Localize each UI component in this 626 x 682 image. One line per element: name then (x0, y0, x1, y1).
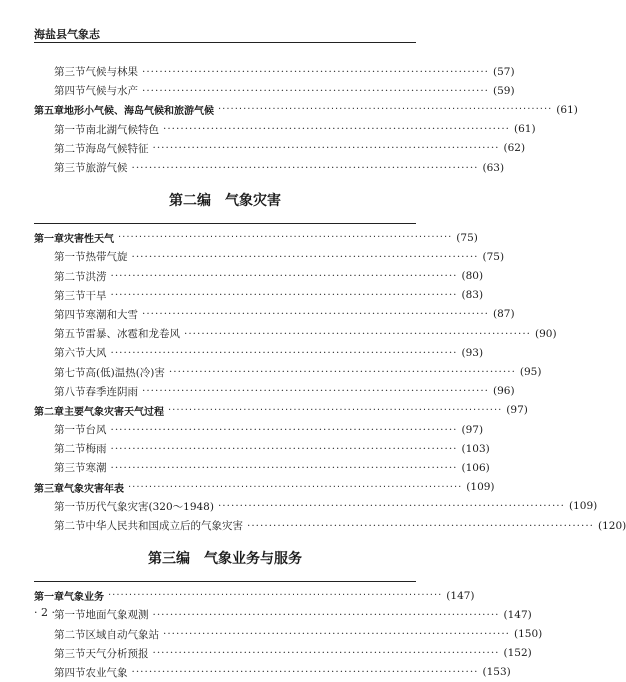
toc-entry-title: 灾害性天气 (64, 234, 114, 246)
toc-page-number: (96) (493, 385, 515, 398)
toc-entry-number: 第七节 (54, 366, 86, 379)
dot-leader: ················································································ (142, 385, 490, 398)
toc-section-row[interactable] (34, 324, 557, 343)
dot-leader: ················································································ (217, 500, 565, 513)
toc-section-row[interactable] (34, 343, 484, 362)
toc-entry-title: 主要气象灾害天气过程 (64, 406, 164, 418)
toc-entry-title: 区域自动气象站 (85, 628, 159, 641)
dot-leader: ················································································ (110, 270, 458, 283)
toc-page-number: (63) (482, 161, 505, 174)
part-title: 第二编 气象灾害 (169, 193, 281, 210)
part-title: 第三编 气象业务与服务 (148, 551, 302, 568)
toc-entry-number: 第三节 (54, 289, 86, 302)
toc-entry-number: 第三节 (54, 462, 86, 475)
toc-entry-title: 地面气象观测 (85, 609, 149, 622)
toc-page-number: (57) (493, 65, 515, 78)
dot-leader: ················································································ (110, 423, 458, 436)
toc-entry-title: 农业气象 (85, 666, 128, 679)
dot-leader: ················································································ (131, 250, 479, 263)
toc-page-number: (59) (493, 84, 515, 97)
toc-entry-title: 雷暴、冰雹和龙卷风 (85, 328, 180, 341)
toc-section-row[interactable] (34, 605, 532, 624)
toc-entry-number: 第一节 (54, 123, 86, 136)
toc-section-row[interactable] (34, 81, 515, 100)
toc-entry-title: 气候与水产 (85, 85, 138, 98)
toc-page-number: (109) (466, 481, 495, 494)
dot-leader: ················································································ (108, 590, 443, 602)
dot-leader: ················································································ (128, 481, 463, 493)
toc-entry-number: 第一章 (34, 234, 64, 246)
dot-leader: ················································································ (163, 123, 511, 136)
toc-page-number: (109) (568, 500, 598, 513)
toc-page-number: (75) (456, 231, 478, 244)
toc-section-row[interactable] (34, 158, 505, 177)
dot-leader: ················································································ (163, 628, 511, 641)
dot-leader: ················································································ (184, 327, 532, 340)
table-of-contents (34, 62, 626, 682)
toc-entry-title: 洪涝 (85, 270, 107, 283)
part-rule (34, 223, 416, 224)
toc-section-row[interactable] (34, 497, 598, 516)
toc-entry-title: 热带气旋 (85, 251, 128, 264)
toc-entry-number: 第二节 (54, 443, 86, 456)
toc-section-row[interactable] (34, 663, 511, 682)
dot-leader: ················································································ (152, 142, 500, 155)
toc-entry-number: 第四节 (54, 308, 86, 321)
toc-entry-title: 天气分析预报 (85, 647, 149, 660)
toc-page-number: (152) (503, 647, 532, 660)
toc-page-number: (120) (598, 519, 626, 532)
toc-section-row[interactable] (34, 458, 490, 477)
toc-entry-number: 第一节 (54, 251, 86, 264)
toc-entry-title: 寒潮和大雪 (85, 308, 138, 321)
toc-page-number: (147) (446, 589, 475, 602)
dot-leader: ················································································ (247, 519, 595, 532)
running-header: 海盐县气象志 (34, 28, 100, 41)
toc-section-row[interactable] (34, 286, 484, 305)
toc-page-number: (83) (461, 289, 484, 302)
toc-entry-number: 第二节 (54, 520, 86, 533)
toc-section-row[interactable] (34, 139, 526, 158)
toc-page-number: (61) (556, 103, 578, 116)
dot-leader: ················································································ (110, 442, 458, 455)
toc-page-number: (153) (482, 666, 511, 679)
toc-page-number: (93) (461, 346, 484, 359)
toc-section-row[interactable] (34, 120, 536, 139)
toc-page-number: (103) (461, 442, 490, 455)
toc-entry-number: 第二节 (54, 142, 86, 155)
toc-chapter-row[interactable] (34, 100, 578, 119)
toc-entry-number: 第三章 (34, 483, 64, 495)
toc-section-row[interactable] (34, 644, 532, 663)
toc-chapter-row[interactable] (34, 478, 495, 497)
toc-entry-number: 第五节 (54, 328, 86, 341)
toc-page-number: (62) (503, 142, 526, 155)
dot-leader: ················································································ (152, 608, 500, 621)
toc-entry-title: 南北湖气候特色 (85, 123, 159, 136)
toc-section-row[interactable] (34, 439, 490, 458)
toc-section-row[interactable] (34, 362, 542, 381)
toc-entry-number: 第二节 (54, 628, 86, 641)
dot-leader: ················································································ (142, 84, 490, 97)
toc-section-row[interactable] (34, 62, 515, 81)
toc-page-number: (61) (514, 123, 536, 136)
toc-section-row[interactable] (34, 247, 505, 266)
toc-entry-title: 寒潮 (85, 462, 107, 475)
toc-entry-number: 第八节 (54, 385, 86, 398)
toc-page-number: (90) (535, 327, 557, 340)
toc-page-number: (80) (461, 270, 484, 283)
part-rule (34, 581, 416, 582)
toc-entry-number: 第一节 (54, 424, 86, 437)
dot-leader: ················································································ (118, 232, 453, 244)
toc-entry-number: 第五章 (34, 106, 64, 118)
toc-entry-title: 大风 (85, 347, 107, 360)
toc-entry-title: 气候与林果 (85, 66, 138, 79)
toc-page-number: (106) (461, 461, 490, 474)
dot-leader: ················································································ (110, 346, 458, 359)
dot-leader: ················································································ (168, 404, 503, 416)
toc-entry-number: 第二节 (54, 270, 86, 283)
toc-section-row[interactable] (34, 625, 543, 644)
toc-chapter-row[interactable] (34, 228, 478, 247)
toc-entry-title: 旅游气候 (85, 162, 128, 175)
page-number: · 2 · (34, 606, 55, 619)
toc-entry-number: 第六节 (54, 347, 86, 360)
toc-section-row[interactable] (34, 267, 484, 286)
toc-entry-number: 第一节 (54, 500, 86, 513)
dot-leader: ················································································ (168, 366, 516, 379)
toc-page-number: (75) (482, 250, 505, 263)
toc-page-number: (150) (514, 628, 543, 641)
dot-leader: ················································································ (152, 647, 500, 660)
toc-entry-number: 第三节 (54, 66, 86, 79)
dot-leader: ················································································ (142, 308, 490, 321)
toc-page-number: (87) (493, 308, 515, 321)
toc-entry-title: 历代气象灾害(320～1948) (85, 500, 214, 513)
toc-entry-title: 梅雨 (85, 443, 107, 456)
toc-entry-title: 中华人民共和国成立后的气象灾害 (85, 520, 243, 533)
toc-chapter-row[interactable] (34, 401, 528, 420)
toc-entry-number: 第四节 (54, 666, 86, 679)
toc-entry-number: 第一章 (34, 592, 64, 604)
dot-leader: ················································································ (131, 666, 479, 679)
dot-leader: ················································································ (110, 289, 458, 302)
toc-section-row[interactable] (34, 516, 626, 535)
toc-entry-title: 气象业务 (64, 592, 104, 604)
toc-entry-number: 第二章 (34, 406, 64, 418)
toc-page-number: (147) (503, 608, 532, 621)
toc-entry-title: 高(低)温热(冷)害 (85, 366, 165, 379)
toc-section-row[interactable] (34, 420, 484, 439)
toc-entry-number: 第一节 (54, 609, 86, 622)
toc-page-number: (95) (519, 366, 542, 379)
dot-leader: ················································································ (142, 65, 490, 78)
toc-page-number: (97) (506, 404, 528, 417)
toc-entry-title: 气象灾害年表 (64, 483, 124, 495)
toc-entry-title: 干旱 (85, 289, 107, 302)
toc-page-number: (97) (461, 423, 484, 436)
toc-section-row[interactable] (34, 382, 515, 401)
dot-leader: ················································································ (218, 104, 553, 116)
dot-leader: ················································································ (110, 461, 458, 474)
toc-entry-title: 地形小气候、海岛气候和旅游气候 (64, 106, 214, 118)
toc-chapter-row[interactable] (34, 586, 475, 605)
toc-entry-title: 台风 (85, 424, 107, 437)
dot-leader: ················································································ (131, 161, 479, 174)
toc-section-row[interactable] (34, 305, 515, 324)
header-rule (34, 42, 416, 43)
toc-entry-number: 第三节 (54, 162, 86, 175)
toc-entry-number: 第三节 (54, 647, 86, 660)
toc-entry-number: 第四节 (54, 85, 86, 98)
toc-entry-title: 海岛气候特征 (85, 142, 149, 155)
toc-entry-title: 春季连阴雨 (85, 385, 138, 398)
